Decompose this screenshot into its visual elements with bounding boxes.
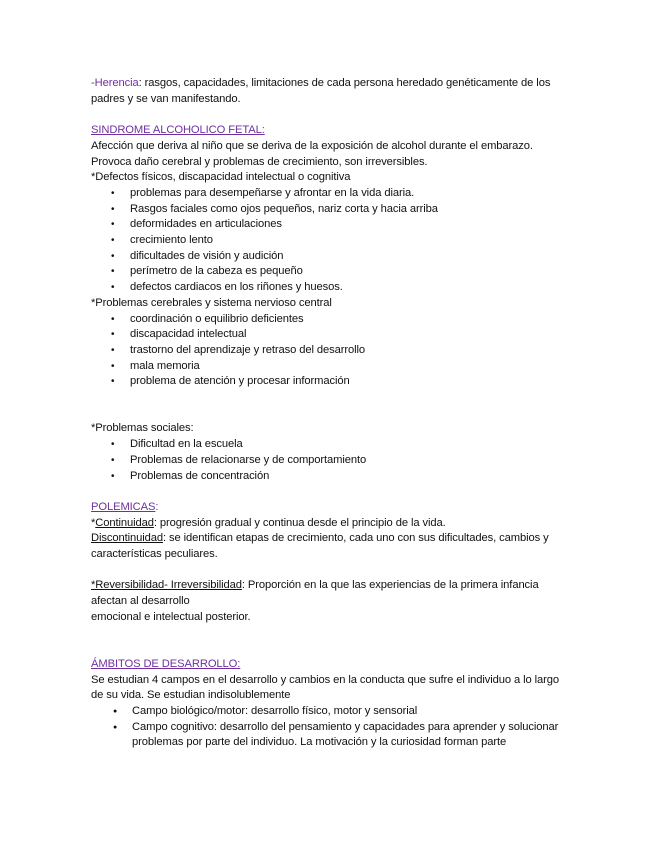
reversibilidad-text: : Proporción en la que las experiencias de la primera infancia afectan al desarrollo: [91, 579, 539, 608]
discontinuidad-text: : se identifican etapas de crecimiento, cada uno con sus dificultades, cambios y características peculiares.: [91, 532, 549, 561]
herencia-label: -Herencia: [91, 77, 139, 89]
list-item: • defectos cardiacos en los riñones y huesos.: [91, 280, 571, 296]
list-item: • trastorno del aprendizaje y retraso del desarrollo: [91, 343, 571, 359]
fetal-group2-list: [91, 312, 571, 391]
list-item: ● Campo cognitivo: desarrollo del pensamiento y capacidades para aprender y solucionar problemas por parte del individuo. La motivación y la curiosidad forman parte: [91, 720, 571, 751]
list-item: • perímetro de la cabeza es pequeño: [91, 264, 571, 280]
fetal-group1-title: *Defectos físicos, discapacidad intelectual o cognitiva: [91, 171, 351, 184]
reversibilidad-text-2: emocional e intelectual posterior.: [91, 610, 251, 623]
continuidad-label: Continuidad: [95, 516, 154, 529]
list-item: • Rasgos faciales como ojos pequeños, nariz corta y hacia arriba: [91, 202, 571, 218]
list-item: • crecimiento lento: [91, 233, 571, 249]
polemicas-colon: :: [155, 500, 159, 513]
discontinuidad-paragraph: [91, 531, 571, 562]
fetal-group2-title: *Problemas cerebrales y sistema nervioso central: [91, 296, 332, 309]
herencia-text: : rasgos, capacidades, limitaciones de cada persona heredado genéticamente de los padres y se van manifestando.: [91, 77, 551, 105]
ambitos-heading: ÁMBITOS DE DESARROLLO:: [91, 657, 241, 670]
polemicas-heading-line: [91, 500, 571, 516]
list-item: • problemas para desempeñarse y afrontar en la vida diaria.: [91, 186, 571, 202]
list-item: • deformidades en articulaciones: [91, 217, 571, 233]
fetal-group3-list: [91, 437, 571, 484]
herencia-paragraph: [91, 76, 571, 107]
list-item: • dificultades de visión y audición: [91, 249, 571, 265]
ambitos-list: [91, 704, 571, 751]
reversibilidad-paragraph: [91, 578, 571, 609]
fetal-intro-2: Provoca daño cerebral y problemas de crecimiento, son irreversibles.: [91, 155, 428, 168]
list-item: • problema de atención y procesar información: [91, 374, 571, 390]
fetal-group1-list: [91, 186, 571, 296]
fetal-heading: SINDROME ALCOHOLICO FETAL:: [91, 124, 265, 137]
discontinuidad-label: Discontinuidad: [91, 532, 163, 545]
document-page: [91, 76, 571, 751]
polemicas-heading: POLEMICAS: [91, 500, 156, 513]
fetal-group3-title: *Problemas sociales:: [91, 422, 194, 435]
continuidad-text: : progresión gradual y continua desde el principio de la vida.: [153, 516, 446, 529]
list-item: • Problemas de concentración: [91, 469, 571, 485]
fetal-intro-1: Afección que deriva al niño que se deriva de la exposición de alcohol durante el embarazo.: [91, 139, 533, 152]
list-item: ● Campo biológico/motor: desarrollo físico, motor y sensorial: [91, 704, 571, 720]
list-item: • mala memoria: [91, 359, 571, 375]
reversibilidad-label: *Reversibilidad- Irreversibilidad: [91, 579, 242, 592]
list-item: • Dificultad en la escuela: [91, 437, 571, 453]
list-item: • coordinación o equilibrio deficientes: [91, 312, 571, 328]
list-item: • Problemas de relacionarse y de comportamiento: [91, 453, 571, 469]
list-item: • discapacidad intelectual: [91, 327, 571, 343]
ambitos-intro: Se estudian 4 campos en el desarrollo y cambios en la conducta que sufre el individuo a lo largo de su vida. Se estudian indisolublemente: [91, 673, 560, 702]
continuidad-paragraph: *Continuidad: progresión gradual y continua desde el principio de la vida.: [91, 516, 446, 529]
